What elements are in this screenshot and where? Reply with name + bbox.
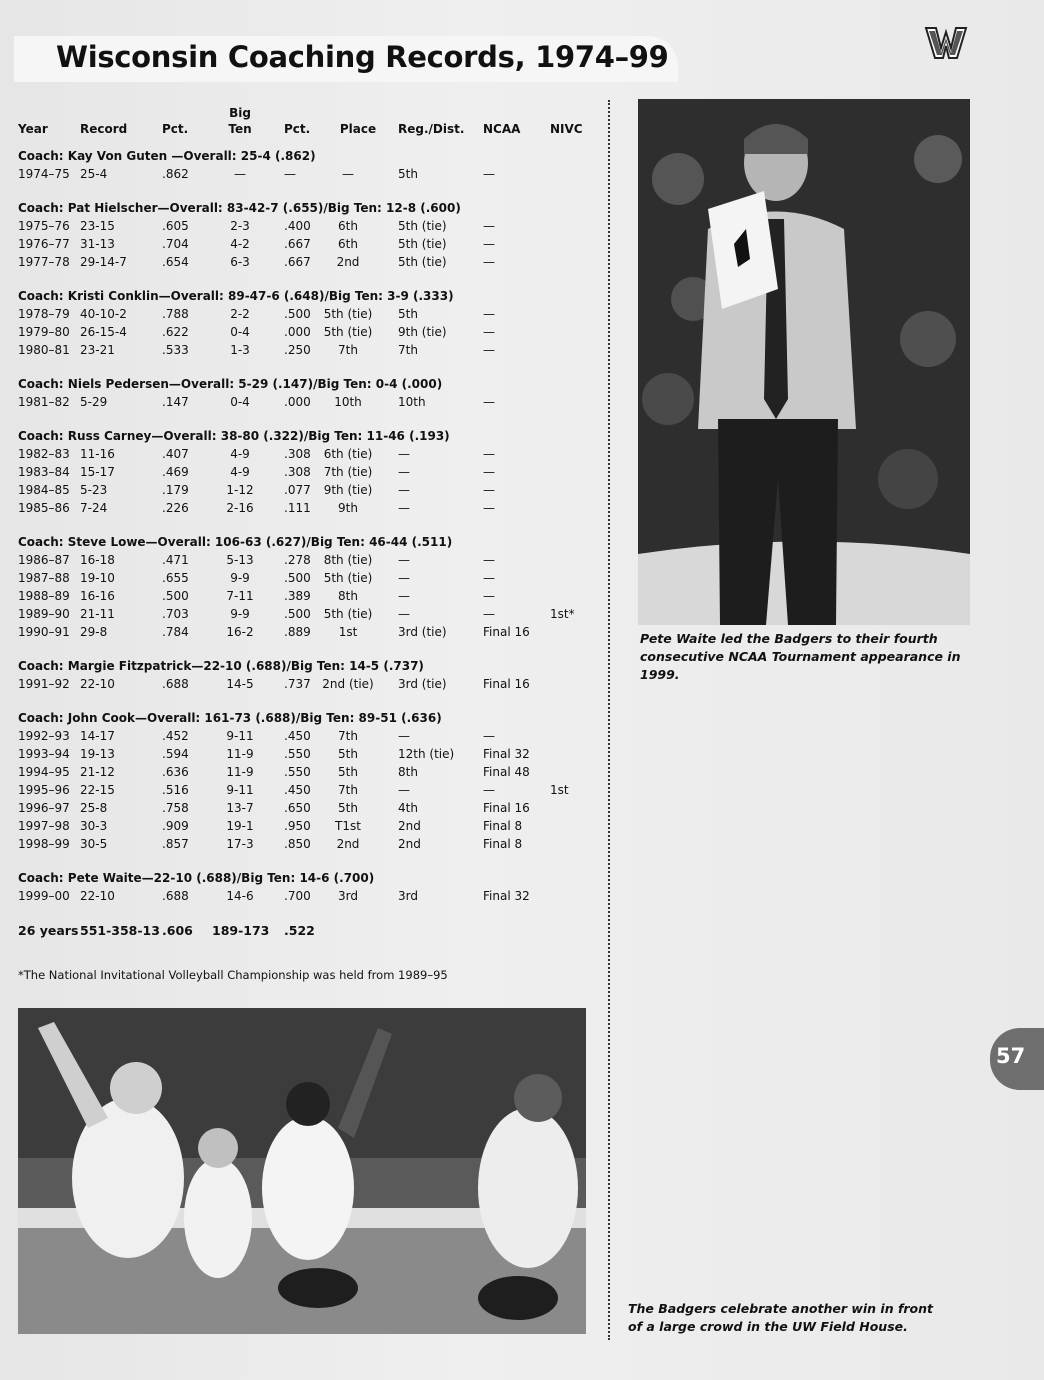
cell-place: 3rd: [338, 889, 358, 903]
cell-pct: .688: [162, 677, 189, 691]
cell-bt-pct: .250: [284, 343, 311, 357]
cell-reg-dist: 8th: [398, 765, 418, 779]
cell-ncaa: Final 16: [483, 625, 530, 639]
cell-ncaa: —: [483, 219, 495, 233]
cell-pct: .594: [162, 747, 189, 761]
cell-big-ten: 19-1: [226, 819, 254, 833]
cell-place: 5th (tie): [323, 307, 373, 321]
cell-pct: .605: [162, 219, 189, 233]
cell-bt-pct: .889: [284, 625, 311, 639]
header-ncaa: NCAA: [483, 122, 521, 136]
cell-bt-pct: —: [284, 167, 296, 181]
cell-ncaa: Final 32: [483, 747, 530, 761]
cell-pct: .655: [162, 571, 189, 585]
cell-pct: .704: [162, 237, 189, 251]
cell-pct: .407: [162, 447, 189, 461]
cell-pct: .469: [162, 465, 189, 479]
cell-reg-dist: —: [398, 607, 410, 621]
coach-heading: Coach: Pete Waite—22-10 (.688)/Big Ten: 14-6 (.700): [18, 871, 375, 885]
cell-record: 30-3: [80, 819, 108, 833]
cell-record: 16-18: [80, 553, 115, 567]
cell-year: 1993–94: [18, 747, 70, 761]
header-bt-pct: Pct.: [284, 122, 311, 136]
cell-place: 8th: [338, 589, 358, 603]
cell-big-ten: 11-9: [226, 765, 254, 779]
page-number: 57: [996, 1044, 1026, 1068]
cell-big-ten: 1-3: [230, 343, 250, 357]
coach-heading: Coach: Pat Hielscher—Overall: 83-42-7 (.655)/Big Ten: 12-8 (.600): [18, 201, 461, 215]
table-row: [18, 323, 603, 341]
cell-big-ten: 16-2: [226, 625, 254, 639]
cell-year: 1985–86: [18, 501, 70, 515]
totals-row: [18, 923, 603, 941]
cell-big-ten: 6-3: [230, 255, 250, 269]
cell-bt-pct: .667: [284, 255, 311, 269]
cell-bt-pct: .000: [284, 325, 311, 339]
cell-year: 1990–91: [18, 625, 70, 639]
cell-year: 1991–92: [18, 677, 70, 691]
cell-bt-pct: .500: [284, 607, 311, 621]
cell-ncaa: —: [483, 237, 495, 251]
cell-bt-pct: .308: [284, 465, 311, 479]
cell-bt-pct: .450: [284, 783, 311, 797]
cell-bt-pct: .450: [284, 729, 311, 743]
cell-pct: .758: [162, 801, 189, 815]
cell-year: 1998–99: [18, 837, 70, 851]
table-row: [18, 217, 603, 235]
cell-ncaa: —: [483, 307, 495, 321]
cell-year: 1988–89: [18, 589, 70, 603]
table-row: [18, 887, 603, 905]
coach-photo-caption: Pete Waite led the Badgers to their fourth consecutive NCAA Tournament appearance in 1999.: [640, 631, 961, 682]
header-reg-dist: Reg./Dist.: [398, 122, 465, 136]
table-row: [18, 727, 603, 745]
cell-reg-dist: 5th: [398, 307, 418, 321]
coach-heading: Coach: Russ Carney—Overall: 38-80 (.322)/Big Ten: 11-46 (.193): [18, 429, 450, 443]
cell-ncaa: —: [483, 343, 495, 357]
cell-ncaa: —: [483, 501, 495, 515]
cell-record: 14-17: [80, 729, 115, 743]
cell-bt-pct: .550: [284, 765, 311, 779]
cell-place: 7th: [338, 343, 358, 357]
cell-year: 1986–87: [18, 553, 70, 567]
cell-year: 1987–88: [18, 571, 70, 585]
cell-year: 1980–81: [18, 343, 70, 357]
totals-big-ten: 189-173: [212, 923, 270, 938]
cell-big-ten: 9-9: [230, 607, 250, 621]
cell-record: 26-15-4: [80, 325, 127, 339]
cell-record: 23-21: [80, 343, 115, 357]
totals-pct: .606: [162, 923, 193, 938]
cell-bt-pct: .389: [284, 589, 311, 603]
cell-pct: .226: [162, 501, 189, 515]
cell-big-ten: 9-11: [226, 783, 254, 797]
table-row: [18, 445, 603, 463]
header-pct: Pct.: [162, 122, 189, 136]
cell-ncaa: —: [483, 325, 495, 339]
cell-year: 1983–84: [18, 465, 70, 479]
cell-pct: .179: [162, 483, 189, 497]
cell-ncaa: —: [483, 465, 495, 479]
totals-bt-pct: .522: [284, 923, 315, 938]
dotted-divider: [608, 100, 610, 1340]
cell-pct: .533: [162, 343, 189, 357]
coach-groups: [18, 148, 603, 905]
cell-record: 19-10: [80, 571, 115, 585]
cell-reg-dist: 3rd (tie): [398, 625, 447, 639]
cell-bt-pct: .850: [284, 837, 311, 851]
coach-photo-illustration: [638, 99, 970, 625]
cell-reg-dist: 5th (tie): [398, 237, 447, 251]
cell-reg-dist: —: [398, 501, 410, 515]
cell-ncaa: —: [483, 729, 495, 743]
cell-big-ten: 14-6: [226, 889, 254, 903]
cell-record: 5-23: [80, 483, 108, 497]
cell-year: 1984–85: [18, 483, 70, 497]
cell-big-ten: 13-7: [226, 801, 254, 815]
cell-place: 6th: [338, 237, 358, 251]
cell-year: 1975–76: [18, 219, 70, 233]
cell-big-ten: 9-11: [226, 729, 254, 743]
team-photo-caption: The Badgers celebrate another win in front of a large crowd in the UW Field House.: [628, 1301, 934, 1334]
cell-bt-pct: .650: [284, 801, 311, 815]
cell-bt-pct: .400: [284, 219, 311, 233]
cell-record: 21-11: [80, 607, 115, 621]
wisconsin-w-logo: [924, 22, 968, 62]
cell-bt-pct: .550: [284, 747, 311, 761]
table-row: [18, 835, 603, 853]
header-place: Place: [339, 122, 377, 136]
table-row: [18, 341, 603, 359]
cell-year: 1996–97: [18, 801, 70, 815]
cell-ncaa: Final 48: [483, 765, 530, 779]
cell-pct: .622: [162, 325, 189, 339]
cell-pct: .500: [162, 589, 189, 603]
coach-photo: [638, 99, 970, 625]
header-record: Record: [80, 122, 128, 136]
cell-reg-dist: 3rd: [398, 889, 418, 903]
cell-reg-dist: —: [398, 465, 410, 479]
cell-bt-pct: .737: [284, 677, 311, 691]
cell-place: 5th (tie): [323, 325, 373, 339]
cell-year: 1979–80: [18, 325, 70, 339]
header-big: Big: [229, 106, 251, 120]
cell-place: 8th (tie): [323, 553, 373, 567]
cell-nivc: 1st*: [550, 607, 575, 621]
table-row: [18, 799, 603, 817]
table-row: [18, 763, 603, 781]
cell-bt-pct: .111: [284, 501, 311, 515]
header-nivc: NIVC: [550, 122, 583, 136]
cell-big-ten: 4-9: [230, 447, 250, 461]
cell-reg-dist: 3rd (tie): [398, 677, 447, 691]
cell-ncaa: Final 16: [483, 801, 530, 815]
cell-record: 30-5: [80, 837, 108, 851]
cell-place: 9th: [338, 501, 358, 515]
header-year: Year: [18, 122, 48, 136]
cell-big-ten: 7-11: [226, 589, 254, 603]
cell-place: 5th: [338, 801, 358, 815]
header-ten: Ten: [228, 122, 252, 136]
table-row: [18, 551, 603, 569]
cell-pct: .452: [162, 729, 189, 743]
table-row: [18, 605, 603, 623]
cell-year: 1992–93: [18, 729, 70, 743]
coach-heading: Coach: Steve Lowe—Overall: 106-63 (.627)/Big Ten: 46-44 (.511): [18, 535, 453, 549]
cell-big-ten: 0-4: [230, 395, 250, 409]
cell-pct: .784: [162, 625, 189, 639]
cell-place: 5th: [338, 747, 358, 761]
cell-ncaa: —: [483, 783, 495, 797]
cell-reg-dist: —: [398, 589, 410, 603]
cell-ncaa: —: [483, 553, 495, 567]
cell-pct: .516: [162, 783, 189, 797]
table-row: [18, 569, 603, 587]
cell-reg-dist: 4th: [398, 801, 418, 815]
cell-reg-dist: —: [398, 553, 410, 567]
cell-big-ten: 5-13: [226, 553, 254, 567]
cell-place: T1st: [335, 819, 361, 833]
table-row: [18, 393, 603, 411]
cell-record: 7-24: [80, 501, 108, 515]
table-row: [18, 463, 603, 481]
cell-record: 22-10: [80, 677, 115, 691]
cell-pct: .688: [162, 889, 189, 903]
coach-heading: Coach: Kay Von Guten —Overall: 25-4 (.862): [18, 149, 316, 163]
cell-year: 1974–75: [18, 167, 70, 181]
cell-big-ten: 2-3: [230, 219, 250, 233]
cell-big-ten: 11-9: [226, 747, 254, 761]
table-row: [18, 587, 603, 605]
coach-heading: Coach: John Cook—Overall: 161-73 (.688)/Big Ten: 89-51 (.636): [18, 711, 442, 725]
table-row: [18, 235, 603, 253]
cell-reg-dist: —: [398, 571, 410, 585]
cell-reg-dist: —: [398, 783, 410, 797]
team-celebration-photo: [18, 1008, 586, 1334]
cell-big-ten: 0-4: [230, 325, 250, 339]
cell-place: 7th: [338, 783, 358, 797]
cell-year: 1999–00: [18, 889, 70, 903]
cell-place: 9th (tie): [323, 483, 373, 497]
cell-reg-dist: 5th (tie): [398, 255, 447, 269]
cell-pct: .862: [162, 167, 189, 181]
cell-place: 5th: [338, 765, 358, 779]
table-row: [18, 165, 603, 183]
cell-place: 2nd: [336, 255, 360, 269]
table-row: [18, 623, 603, 641]
cell-big-ten: 4-2: [230, 237, 250, 251]
coach-heading: Coach: Niels Pedersen—Overall: 5-29 (.147)/Big Ten: 0-4 (.000): [18, 377, 443, 391]
cell-big-ten: 17-3: [226, 837, 254, 851]
cell-pct: .703: [162, 607, 189, 621]
cell-ncaa: Final 16: [483, 677, 530, 691]
cell-record: 19-13: [80, 747, 115, 761]
footnote: *The National Invitational Volleyball Championship was held from 1989–95: [18, 968, 448, 982]
cell-bt-pct: .500: [284, 307, 311, 321]
cell-place: 5th (tie): [323, 571, 373, 585]
table-row: [18, 817, 603, 835]
cell-ncaa: —: [483, 167, 495, 181]
cell-big-ten: 4-9: [230, 465, 250, 479]
cell-place: 5th (tie): [323, 607, 373, 621]
cell-place: 2nd: [336, 837, 360, 851]
cell-ncaa: —: [483, 607, 495, 621]
cell-pct: .636: [162, 765, 189, 779]
cell-pct: .654: [162, 255, 189, 269]
cell-big-ten: 9-9: [230, 571, 250, 585]
cell-ncaa: —: [483, 589, 495, 603]
cell-big-ten: 14-5: [226, 677, 254, 691]
cell-bt-pct: .950: [284, 819, 311, 833]
cell-year: 1981–82: [18, 395, 70, 409]
cell-bt-pct: .308: [284, 447, 311, 461]
table-row: [18, 253, 603, 271]
cell-record: 5-29: [80, 395, 108, 409]
cell-ncaa: —: [483, 447, 495, 461]
cell-place: 2nd (tie): [322, 677, 374, 691]
cell-place: 7th (tie): [323, 465, 373, 479]
cell-record: 22-10: [80, 889, 115, 903]
cell-ncaa: Final 32: [483, 889, 530, 903]
cell-reg-dist: 10th: [398, 395, 426, 409]
table-header: [18, 98, 603, 138]
cell-record: 16-16: [80, 589, 115, 603]
cell-year: 1989–90: [18, 607, 70, 621]
cell-big-ten: 2-16: [226, 501, 254, 515]
cell-reg-dist: 2nd: [398, 819, 421, 833]
coach-heading: Coach: Kristi Conklin—Overall: 89-47-6 (.648)/Big Ten: 3-9 (.333): [18, 289, 454, 303]
cell-bt-pct: .500: [284, 571, 311, 585]
cell-bt-pct: .700: [284, 889, 311, 903]
cell-big-ten: 1-12: [226, 483, 254, 497]
table-row: [18, 675, 603, 693]
cell-year: 1978–79: [18, 307, 70, 321]
cell-ncaa: —: [483, 483, 495, 497]
cell-year: 1982–83: [18, 447, 70, 461]
cell-place: —: [342, 167, 354, 181]
coach-heading: Coach: Margie Fitzpatrick—22-10 (.688)/Big Ten: 14-5 (.737): [18, 659, 424, 673]
cell-bt-pct: .000: [284, 395, 311, 409]
cell-reg-dist: —: [398, 729, 410, 743]
cell-reg-dist: 9th (tie): [398, 325, 447, 339]
table-row: [18, 781, 603, 799]
cell-ncaa: Final 8: [483, 837, 523, 851]
cell-record: 11-16: [80, 447, 115, 461]
cell-bt-pct: .667: [284, 237, 311, 251]
cell-record: 25-4: [80, 167, 108, 181]
cell-place: 6th (tie): [323, 447, 373, 461]
totals-record: 551-358-13: [80, 923, 160, 938]
cell-record: 15-17: [80, 465, 115, 479]
cell-record: 23-15: [80, 219, 115, 233]
table-row: [18, 481, 603, 499]
cell-year: 1977–78: [18, 255, 70, 269]
coaching-records-table: [18, 98, 603, 941]
table-row: [18, 305, 603, 323]
cell-reg-dist: —: [398, 483, 410, 497]
cell-record: 31-13: [80, 237, 115, 251]
totals-years: 26 years: [18, 923, 79, 938]
cell-bt-pct: .278: [284, 553, 311, 567]
cell-pct: .909: [162, 819, 189, 833]
cell-reg-dist: —: [398, 447, 410, 461]
cell-record: 40-10-2: [80, 307, 127, 321]
cell-reg-dist: 2nd: [398, 837, 421, 851]
cell-place: 7th: [338, 729, 358, 743]
cell-big-ten: —: [234, 167, 246, 181]
cell-record: 25-8: [80, 801, 108, 815]
team-celebration-illustration: [18, 1008, 586, 1334]
cell-pct: .471: [162, 553, 189, 567]
page-title: Wisconsin Coaching Records, 1974–99: [56, 40, 669, 74]
cell-ncaa: —: [483, 571, 495, 585]
cell-reg-dist: 7th: [398, 343, 418, 357]
cell-reg-dist: 12th (tie): [398, 747, 455, 761]
cell-nivc: 1st: [550, 783, 569, 797]
cell-place: 1st: [338, 625, 358, 639]
cell-year: 1994–95: [18, 765, 70, 779]
cell-record: 22-15: [80, 783, 115, 797]
cell-pct: .788: [162, 307, 189, 321]
cell-pct: .147: [162, 395, 189, 409]
cell-ncaa: —: [483, 395, 495, 409]
cell-year: 1995–96: [18, 783, 70, 797]
table-row: [18, 499, 603, 517]
cell-pct: .857: [162, 837, 189, 851]
cell-ncaa: —: [483, 255, 495, 269]
cell-reg-dist: 5th: [398, 167, 418, 181]
cell-record: 29-8: [80, 625, 108, 639]
cell-year: 1976–77: [18, 237, 70, 251]
cell-reg-dist: 5th (tie): [398, 219, 447, 233]
cell-place: 6th: [338, 219, 358, 233]
cell-place: 10th: [334, 395, 362, 409]
cell-bt-pct: .077: [284, 483, 311, 497]
table-row: [18, 745, 603, 763]
cell-record: 29-14-7: [80, 255, 127, 269]
cell-record: 21-12: [80, 765, 115, 779]
cell-year: 1997–98: [18, 819, 70, 833]
cell-big-ten: 2-2: [230, 307, 250, 321]
cell-ncaa: Final 8: [483, 819, 523, 833]
